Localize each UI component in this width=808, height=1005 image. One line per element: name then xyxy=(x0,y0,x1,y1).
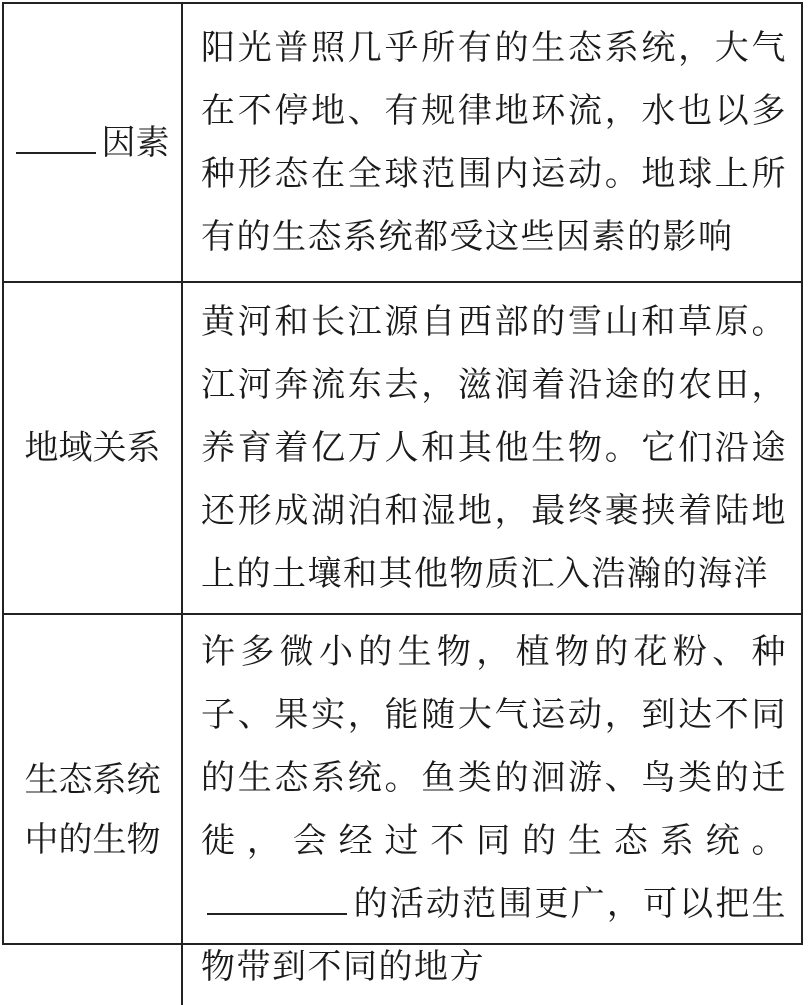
row-label-factors xyxy=(4,4,182,282)
label-line: 中的生物 xyxy=(24,820,161,860)
row-label-organisms xyxy=(4,614,182,1005)
table-row xyxy=(4,282,801,614)
row-content-regional-relations: 黄河和长江源自西部的雪山和草原。江河奔流东去，滋润着沿途的农田，养育着亿万人和其他生物。它们沿途还形成湖泊和湿地，最终裹挟着陆地上的土壤和其他物质汇入浩瀚的海洋 xyxy=(182,282,801,614)
comparison-table xyxy=(2,2,803,987)
content-text: 的活动范围更广，可以把生物带到不同的地方 xyxy=(201,884,787,987)
row-label-regional-relations: 地域关系 xyxy=(4,282,182,614)
table xyxy=(4,4,801,1005)
content-text: 许多微小的生物，植物的花粉、种子、果实，能随大气运动，到达不同的生态系统。鱼类的洄游、鸟类的迁徙，会经过不同的生态系统。 xyxy=(201,632,787,861)
table-row xyxy=(4,614,801,1005)
fill-in-blank[interactable] xyxy=(16,122,96,154)
fill-in-blank[interactable] xyxy=(207,879,347,915)
label-text: 因素 xyxy=(101,122,170,163)
row-content-factors: 阳光普照几乎所有的生态系统，大气在不停地、有规律地环流，水也以多种形态在全球范围内运动。地球上所有的生态系统都受这些因素的影响 xyxy=(182,4,801,282)
label-line: 生态系统 xyxy=(24,760,161,800)
table-row xyxy=(4,4,801,282)
row-content-organisms xyxy=(182,614,801,1005)
